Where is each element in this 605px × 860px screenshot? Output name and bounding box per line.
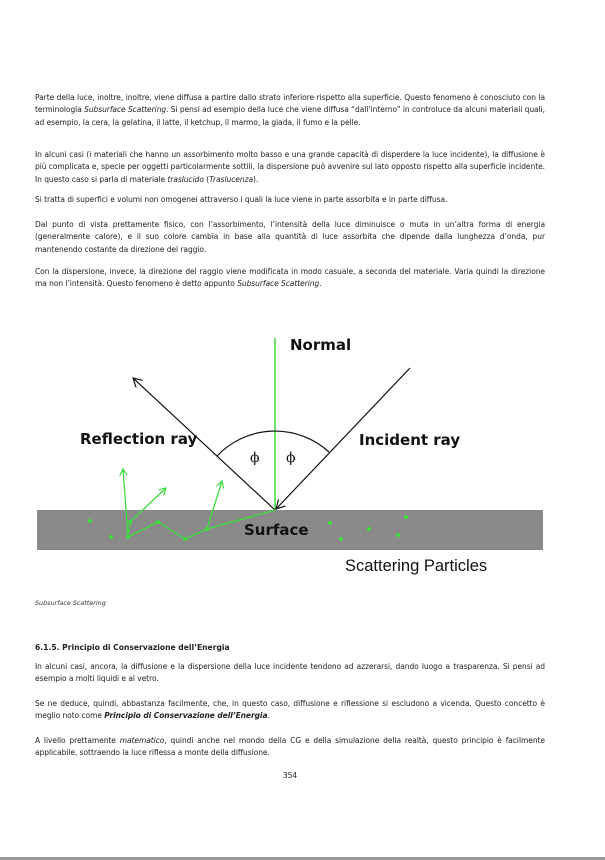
term: matematico	[119, 736, 165, 745]
term: Subsurface Scattering	[84, 105, 167, 115]
text: In alcuni casi (i materiali che hanno un assorbimento molto basso e una grande capacità di disperdere la luce incidente), la diffusione è più complicata e, specie per oggetti particolarmente sottili, la dispersione può avvenire sul lato opposto rispetto alla superficie incidente. In questo caso si parla di materiale	[35, 150, 545, 184]
reflection-ray-label: Reflection ray	[80, 430, 198, 448]
text: In alcuni casi, ancora, la diffusione e la dispersione della luce incidente tendono ad azzerarsi, dando luogo a trasparenza. Si pensi ad esempio a molti liquidi e al vetro.	[35, 662, 545, 684]
text: .	[267, 711, 270, 721]
text: Se ne deduce, quindi, abbastanza facilmente, che, in questo caso, diffusione e riflessione si escludono a vicenda. Questo concetto è meglio noto come	[35, 699, 545, 721]
text: ).	[253, 174, 259, 184]
text: (	[203, 174, 210, 184]
section-heading: 6.1.5. Principio di Conservazione dell’Energia	[35, 643, 230, 652]
incident-ray-label: Incident ray	[359, 431, 461, 449]
term: Principio di Conservazione dell’Energia	[104, 711, 268, 721]
normal-label: Normal	[290, 336, 352, 354]
text: .	[319, 279, 322, 289]
text: Si tratta di superfici e volumi non omogenei attraverso i quali la luce viene in parte assorbita e in parte diffusa.	[35, 195, 448, 204]
term: Traslucenza	[209, 174, 254, 184]
page-number: 354	[282, 771, 298, 780]
section-paragraph-3	[35, 735, 545, 760]
term: traslucido	[167, 174, 204, 184]
text: . Si pensi ad esempio della luce che viene diffusa “dall’interno” in controluce da alcuni materiali quali, ad esempio, la cera, la gelatina, il latte, il ketchup, il marmo, la giada, il fumo e la pelle.	[35, 105, 545, 127]
angle-symbol-right: ϕ	[286, 450, 296, 466]
text: Parte della luce, inoltre, inoltre, viene diffusa a partire dallo strato inferiore rispetto alla superficie. Questo fenomeno è conosciuto con la terminologia	[35, 93, 545, 115]
text: Dal punto di vista prettamente fisico, con l’assorbimento, l’intensità della luce diminuisce o muta in un’altra forma di energia (generalmente calore), e il suo colore cambia in base alla quantità di luce assorbita che dipende dalla lunghezza d’onda, pur mantenendo costante da direzione del raggio.	[35, 220, 545, 254]
figure-caption: Subsurface Scattering	[35, 599, 106, 607]
text: A livello prettamente	[35, 736, 120, 745]
section-paragraph-2	[35, 698, 545, 723]
term: Subsurface Scattering	[237, 279, 320, 289]
angle-arc	[217, 431, 329, 456]
section-paragraph-1	[35, 661, 545, 686]
angle-symbol-left: ϕ	[250, 450, 260, 466]
text: Con la dispersione, invece, la direzione del raggio viene modificata in modo casuale, a seconda del materiale. Varia quindi la direzione ma non l’intensità. Questo fenomeno è detto appunto	[35, 267, 545, 289]
surface-label: Surface	[244, 521, 309, 539]
text: , quindi anche nel mondo della CG e della simulazione della realtà, questo principio è facilmente applicabile, sottraendo la luce riflessa a monte della diffusione.	[35, 736, 545, 758]
scattering-particles-label: Scattering Particles	[345, 557, 488, 575]
